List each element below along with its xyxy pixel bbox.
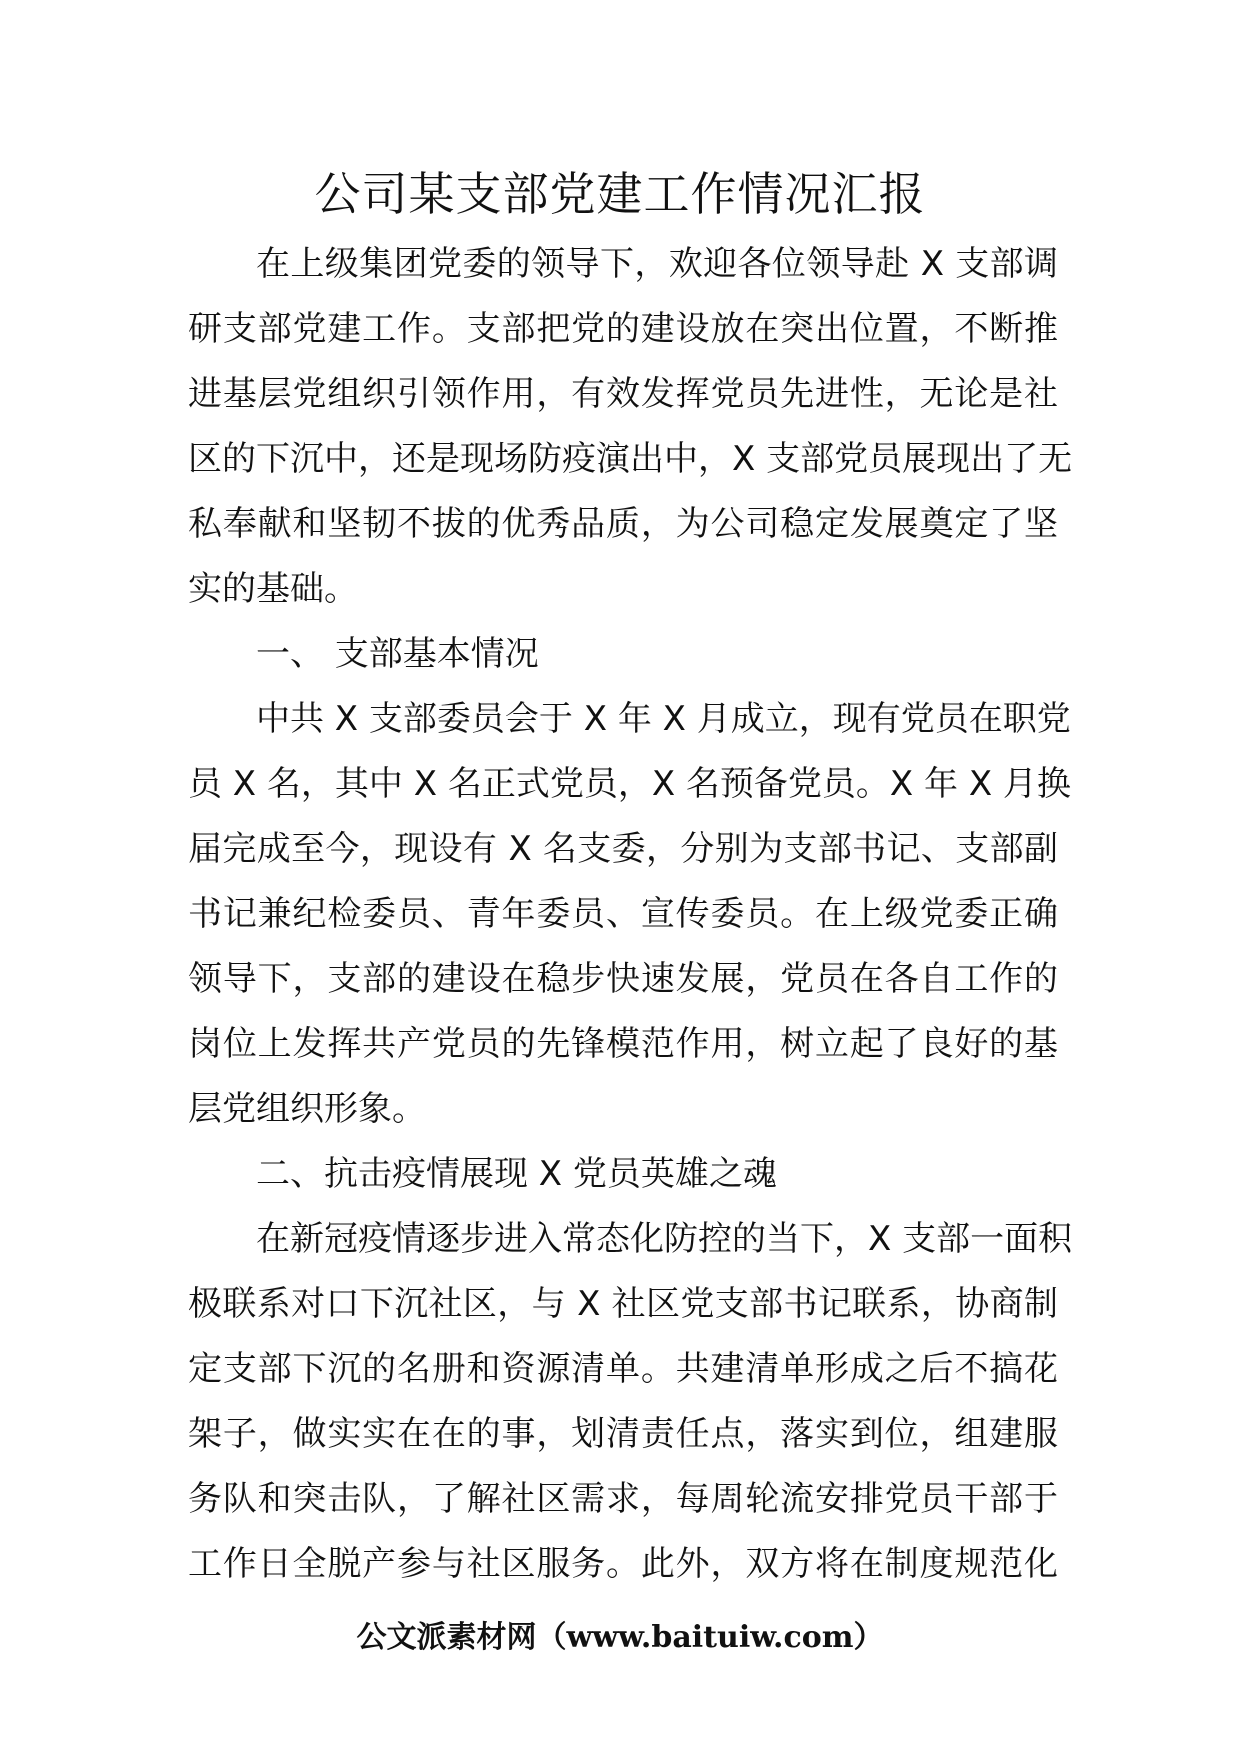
- text-line: 层党组织形象。: [188, 1089, 426, 1129]
- document-title: 公司某支部党建工作情况汇报: [314, 167, 926, 221]
- text-line: 工作日全脱产参与社区服务。此外，双方将在制度规范化: [188, 1544, 1058, 1584]
- text-line: 在新冠疫情逐步进入常态化防控的当下，X 支部一面积: [256, 1219, 1073, 1259]
- text-line: 书记兼纪检委员、青年委员、宣传委员。在上级党委正确: [188, 894, 1058, 934]
- text-line: 届完成至今，现设有 X 名支委，分别为支部书记、支部副: [188, 829, 1058, 869]
- text-line: 岗位上发挥共产党员的先锋模范作用，树立起了良好的基: [188, 1024, 1058, 1064]
- text-line: 研支部党建工作。支部把党的建设放在突出位置，不断推: [188, 309, 1058, 349]
- text-line: 一、 支部基本情况: [256, 634, 539, 674]
- text-line: 务队和突击队，了解社区需求，每周轮流安排党员干部于: [188, 1479, 1058, 1519]
- text-line: 定支部下沉的名册和资源清单。共建清单形成之后不搞花: [188, 1349, 1058, 1389]
- document-body: [188, 232, 1073, 1597]
- text-line: 私奉献和坚韧不拔的优秀品质，为公司稳定发展奠定了坚: [188, 504, 1058, 544]
- text-line: 实的基础。: [188, 569, 358, 609]
- text-line: 在上级集团党委的领导下，欢迎各位领导赴 X 支部调: [256, 244, 1058, 284]
- text-line: 架子，做实实在在的事，划清责任点，落实到位，组建服: [188, 1414, 1058, 1454]
- text-line: 中共 X 支部委员会于 X 年 X 月成立，现有党员在职党: [256, 699, 1071, 739]
- text-line: 区的下沉中，还是现场防疫演出中，X 支部党员展现出了无: [188, 439, 1073, 479]
- text-line: 进基层党组织引领作用，有效发挥党员先进性，无论是社: [188, 374, 1058, 414]
- text-line: 员 X 名，其中 X 名正式党员，X 名预备党员。X 年 X 月换: [188, 764, 1071, 804]
- text-line: 极联系对口下沉社区，与 X 社区党支部书记联系，协商制: [188, 1284, 1058, 1324]
- text-line: 二、抗击疫情展现 X 党员英雄之魂: [256, 1154, 777, 1194]
- footer-watermark: 公文派素材网（www.baituiw.com）: [356, 1620, 884, 1655]
- text-line: 领导下，支部的建设在稳步快速发展，党员在各自工作的: [188, 959, 1058, 999]
